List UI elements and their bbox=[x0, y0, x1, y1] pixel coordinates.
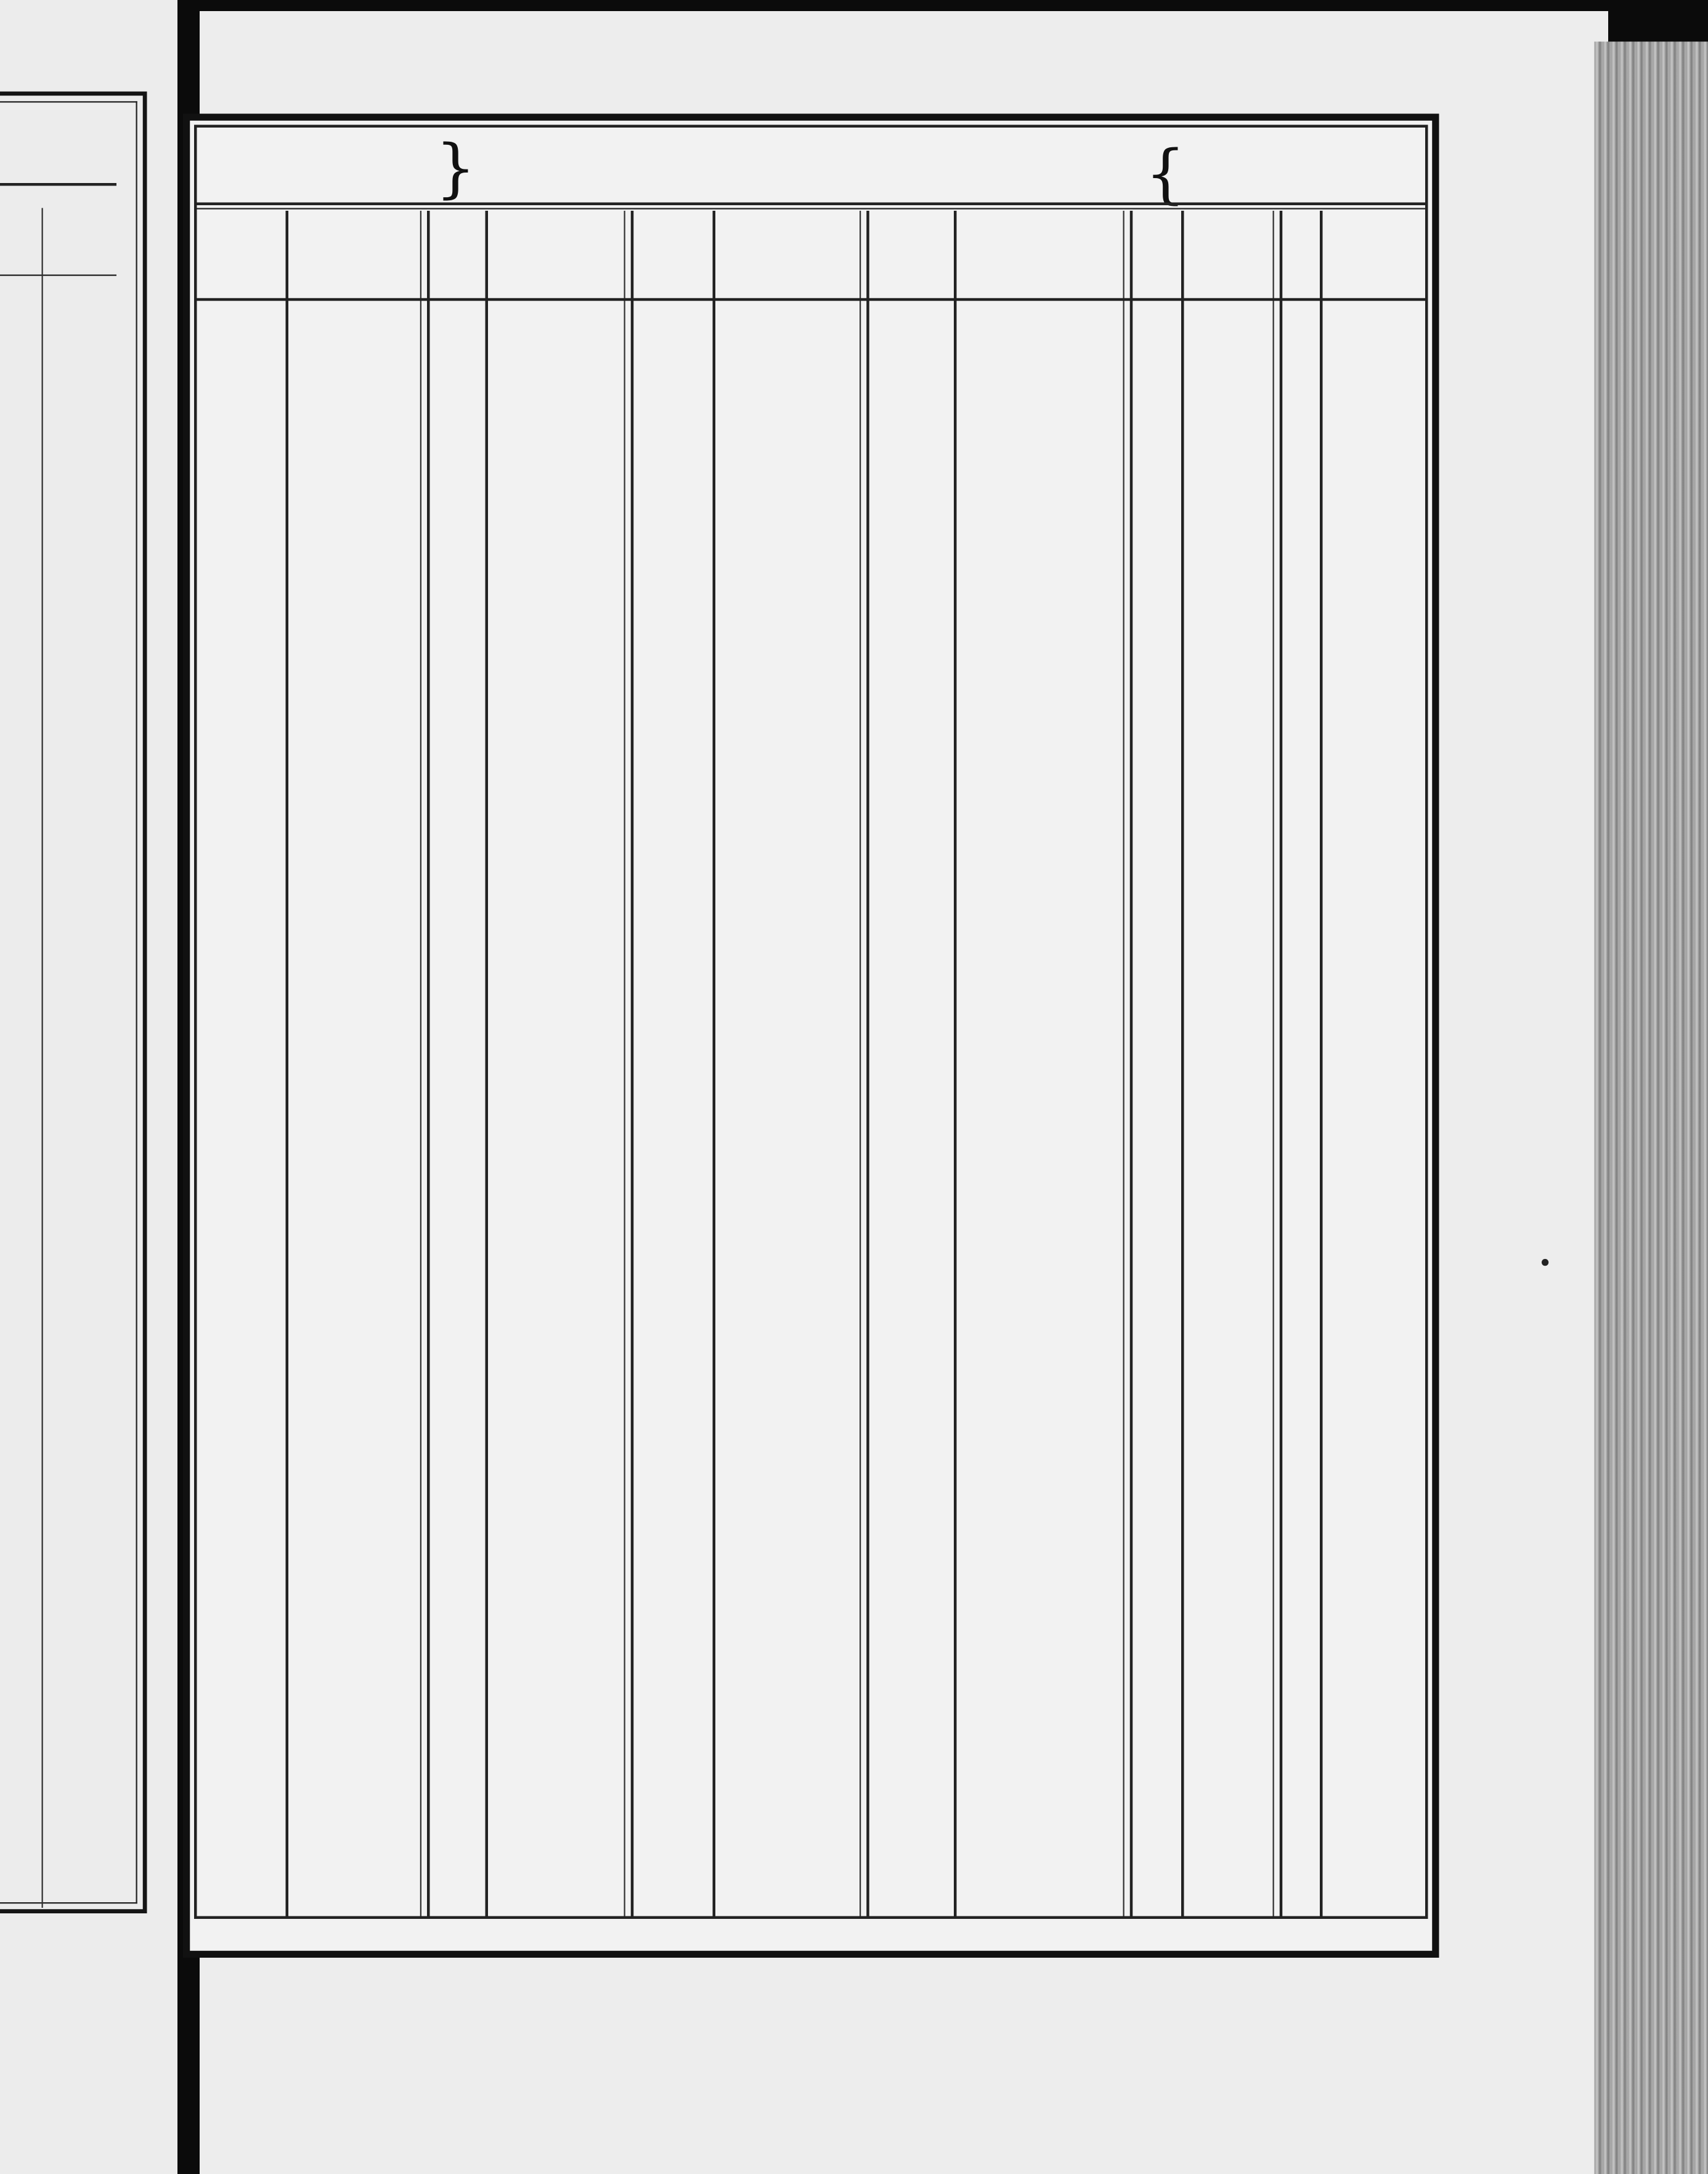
vrule-1 bbox=[286, 211, 289, 1916]
left-col-rule bbox=[0, 275, 116, 276]
vrule-4a bbox=[624, 211, 625, 1916]
header-rule bbox=[197, 203, 1426, 206]
header-brace-left: } bbox=[435, 130, 476, 205]
table-frame-inner bbox=[194, 125, 1428, 1920]
vrule-8a bbox=[1123, 211, 1124, 1916]
vrule-10b bbox=[1280, 211, 1283, 1916]
ink-dot bbox=[1542, 1259, 1548, 1266]
vrule-3 bbox=[486, 211, 489, 1916]
vrule-7 bbox=[954, 211, 957, 1916]
vrule-2b bbox=[427, 211, 430, 1916]
left-col-divider bbox=[42, 208, 43, 1908]
left-header-rule bbox=[0, 183, 116, 186]
vrule-10a bbox=[1273, 211, 1274, 1916]
left-page bbox=[0, 0, 177, 2174]
page-title bbox=[492, 133, 501, 204]
header-rule-2 bbox=[197, 208, 1426, 210]
vrule-9 bbox=[1181, 211, 1184, 1916]
vrule-2a bbox=[420, 211, 421, 1916]
vrule-5 bbox=[713, 211, 716, 1916]
column-header-rule bbox=[197, 298, 1426, 301]
header-brace-right: { bbox=[1145, 136, 1186, 211]
left-page-frame bbox=[0, 92, 147, 1914]
vrule-6a bbox=[860, 211, 861, 1916]
vrule-8b bbox=[1130, 211, 1133, 1916]
vrule-6b bbox=[866, 211, 869, 1916]
vrule-4b bbox=[631, 211, 634, 1916]
page-edge bbox=[1595, 42, 1708, 2174]
vrule-11 bbox=[1320, 211, 1323, 1916]
